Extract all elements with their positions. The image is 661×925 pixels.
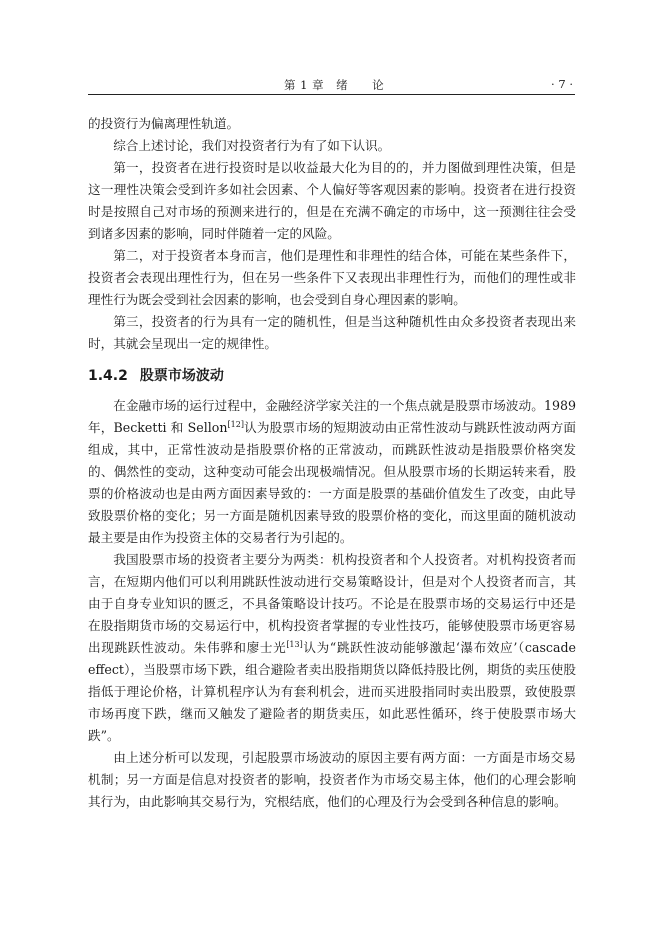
- paragraph-text: 认为股票市场的短期波动由正常性波动与跳跃性波动两方面组成，其中，正常性波动是指股票价格的正常波动，而跳跃性波动是指股票价格突发的、偶然性的变动，这种变动可能会出现极端情况。但从股票市场的长期运转来看，股票的价格波动也是由两方面因素导致的：一方面是股票的基础价值发生了改变，由此导致股票价格的变化；另一方面是随机因素导致的股票价格的变化，而这里面的随机波动最主要是由作为投资主体的交易者行为引起的。: [88, 420, 577, 545]
- paragraph: 第一，投资者在进行投资时是以收益最大化为目的的，并力图做到理性决策，但是这一理性决策会受到许多如社会因素、个人偏好等客观因素的影响。投资者在进行投资时是按照自己对市场的预测来进行的，但是在充满不确定的市场中，这一预测往往会受到诸多因素的影响，同时伴随着一定的风险。: [88, 160, 576, 241]
- page-number: · 7 ·: [551, 77, 573, 91]
- paragraph-text: 在金融市场的运行过程中，金融经济学家关注的一个焦点就是股票市场波动。1989 年，Becketti 和 Sellon: [88, 398, 576, 435]
- paragraph: 第二，对于投资者本身而言，他们是理性和非理性的结合体，可能在某些条件下，投资者会表现出理性行为，但在另一些条件下又表现出非理性行为，而他们的理性或非理性行为既会受到社会因素的影响，也会受到自身心理因素的影响。: [88, 248, 576, 307]
- chapter-title: 第 1 章 绪 论: [284, 78, 385, 92]
- document-body: [88, 113, 576, 813]
- section-number: 1.4.2: [88, 368, 128, 384]
- paragraph-text: 认为“跳跃性波动能够激起‘瀑布效应’（cascade effect），当股票市场下跌，组合避险者卖出股指期货以降低持股比例，期货的卖压使股指低于理论价格，计算机程序认为有套利机会，进而买进股指同时卖出股票，致使股票市场再度下跌，继而又触发了避险者的期货卖压，如此恶性循环，终于使股票市场大跌”。: [88, 640, 577, 743]
- paragraph: [88, 549, 576, 747]
- citation-ref: [12]: [227, 420, 244, 429]
- paragraph: 综合上述讨论，我们对投资者行为有了如下认识。: [113, 138, 391, 153]
- running-header: [88, 76, 575, 95]
- paragraph: 的投资行为偏离理性轨道。: [88, 116, 240, 131]
- citation-ref: [13]: [286, 640, 303, 649]
- paragraph: 由上述分析可以发现，引起股票市场波动的原因主要有两方面：一方面是市场交易机制；另一方面是信息对投资者的影响，投资者作为市场交易主体，他们的心理会影响其行为，由此影响其交易行为，究根结底，他们的心理及行为会受到各种信息的影响。: [88, 750, 576, 809]
- paragraph: [88, 395, 576, 549]
- paragraph: 第三，投资者的行为具有一定的随机性，但是当这种随机性由众多投资者表现出来时，其就会呈现出一定的规律性。: [88, 314, 576, 351]
- section-heading: [88, 366, 576, 386]
- section-title: 股票市场波动: [139, 368, 224, 384]
- paragraph-text: 我国股票市场的投资者主要分为两类：机构投资者和个人投资者。对机构投资者而言，在短期内他们可以利用跳跃性波动进行交易策略设计，但是对个人投资者而言，其由于自身专业知识的匮乏，不具备策略设计技巧。不论是在股票市场的交易运行中还是在股指期货市场的交易运行中，机构投资者掌握的专业性技巧，能够使股票市场更容易出现跳跃性波动。朱伟骅和廖士光: [88, 552, 576, 655]
